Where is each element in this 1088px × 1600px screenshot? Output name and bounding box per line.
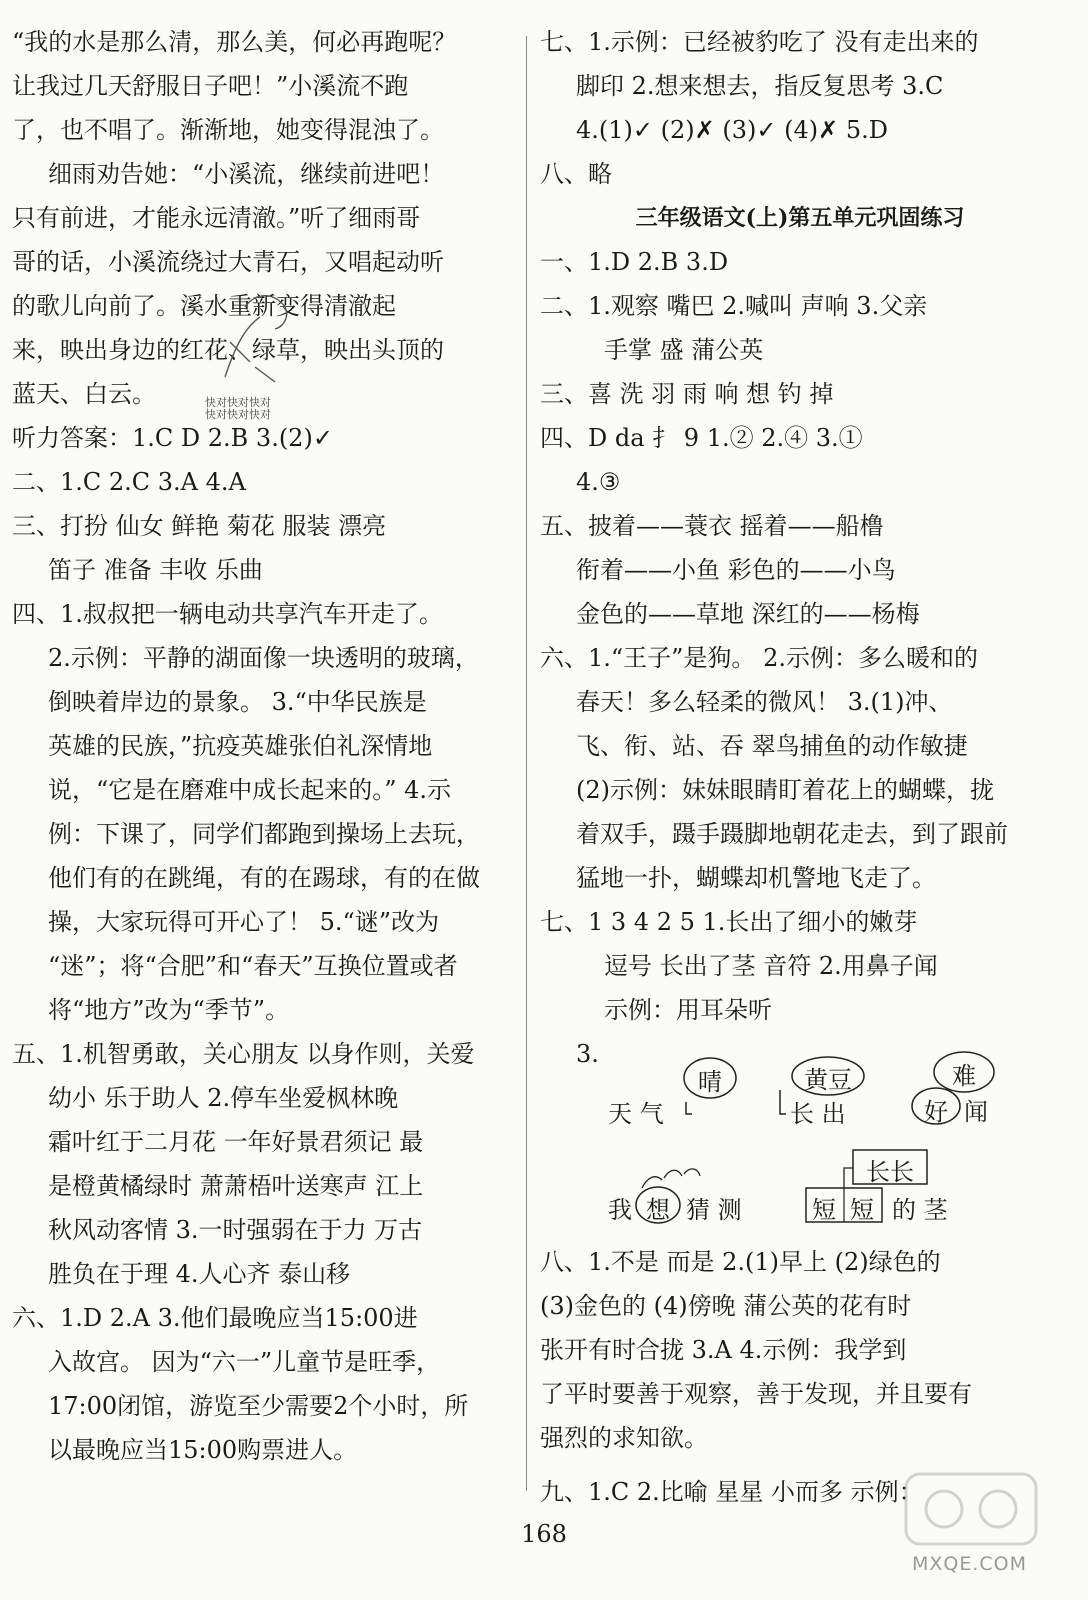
text-line: 他们有的在跳绳，有的在踢球，有的在做 <box>48 864 480 892</box>
text-line: 是橙黄橘绿时 萧萧梧叶送寒声 江上 <box>48 1172 424 1200</box>
text-line: 张开有时合拢 3.A 4.示例：我学到 <box>540 1336 907 1364</box>
answer-section-7b: 七、1 3 4 2 5 1.长出了细小的嫩芽 <box>540 908 918 936</box>
diagram-word: 难 <box>952 1062 976 1090</box>
diagram-word: 晴 <box>698 1068 722 1096</box>
text-line: 倒映着岸边的景象。 3.“中华民族是 <box>48 688 427 716</box>
text-line: 逗号 长出了茎 音符 2.用鼻子闻 <box>604 952 938 980</box>
text-line: 脚印 2.想来想去，指反复思考 3.C <box>576 72 944 100</box>
text-line: 例：下课了，同学们都跑到操场上去玩， <box>48 820 480 848</box>
answer-section-2: 二、1.C 2.C 3.A 4.A <box>12 468 246 496</box>
text-line: “迷”；将“合肥”和“春天”互换位置或者 <box>48 952 458 980</box>
answer-section-6: 六、1.D 2.A 3.他们最晚应当15:00进 <box>12 1304 418 1332</box>
text-line: (3)金色的 (4)傍晚 蒲公英的花有时 <box>540 1292 912 1320</box>
text-line: 操，大家玩得可开心了！ 5.“谜”改为 <box>48 908 440 936</box>
diagram-word: 我 <box>608 1196 632 1224</box>
text-line: 衔着——小鱼 彩色的——小鸟 <box>576 556 896 584</box>
text-line: 秋风动客情 3.一时强弱在于力 万古 <box>48 1216 423 1244</box>
text-line: 的歌儿向前了。溪水重新变得清澈起 <box>12 292 396 320</box>
text-line: (2)示例：妹妹眼睛盯着花上的蝴蝶，拢 <box>576 776 994 804</box>
text-line: 只有前进，才能永远清澈。”听了细雨哥 <box>12 204 421 232</box>
watermark-text: MXQE.COM <box>912 1553 1028 1575</box>
text-line: 4.③ <box>576 468 621 496</box>
text-line: 以最晚应当15:00购票进人。 <box>48 1436 358 1464</box>
column-divider <box>526 36 527 1491</box>
text-line: 2.示例：平静的湖面像一块透明的玻璃， <box>48 644 479 672</box>
text-line: 春天！多么轻柔的微风！ 3.(1)冲、 <box>576 688 953 716</box>
diagram-word: 长 出 <box>790 1100 846 1128</box>
diagram-word: 闻 <box>964 1098 988 1126</box>
answer-section-3: 三、打扮 仙女 鲜艳 菊花 服装 漂亮 <box>12 512 387 540</box>
text-line: 蓝天、白云。 <box>12 380 156 408</box>
text-line: “我的水是那么清，那么美，何必再跑呢？ <box>12 28 457 56</box>
text-line: 细雨劝告她：“小溪流，继续前进吧！ <box>48 160 445 188</box>
right-column <box>540 20 1060 1076</box>
left-column <box>12 20 517 1472</box>
section-title: 三年级语文(上)第五单元巩固练习 <box>635 205 965 231</box>
word-diagram <box>598 1050 1018 1230</box>
text-line: 飞、衔、站、吞 翠鸟捕鱼的动作敏捷 <box>576 732 968 760</box>
text-line: 示例：用耳朵听 <box>604 996 772 1024</box>
answer-section-7: 七、1.示例：已经被豹吃了 没有走出来的 <box>540 28 979 56</box>
diagram-word: 天 气 <box>608 1100 664 1128</box>
answer-section-9: 九、1.C 2.比喻 星星 小而多 示例： <box>540 1478 923 1506</box>
diagram-word: 的 茎 <box>892 1196 948 1224</box>
diagram-word: 想 <box>646 1196 670 1224</box>
answer-section-3: 三、喜 洗 羽 雨 响 想 钓 掉 <box>540 380 834 408</box>
text-line: 强烈的求知欲。 <box>540 1424 708 1452</box>
answer-section-5: 五、1.机智勇敢，关心朋友 以身作则，关爱 <box>12 1040 475 1068</box>
answer-section-8b: 八、1.不是 而是 2.(1)早上 (2)绿色的 <box>540 1248 941 1276</box>
diagram-word: 黄豆 <box>804 1066 852 1094</box>
answer-section-5: 五、披着——蓑衣 摇着——船橹 <box>540 512 884 540</box>
text-line: 让我过几天舒服日子吧！”小溪流不跑 <box>12 72 409 100</box>
text-line: 英雄的民族，”抗疫英雄张伯礼深情地 <box>48 732 433 760</box>
watermark-small-text <box>205 397 271 421</box>
text-line: 手掌 盛 蒲公英 <box>604 336 764 364</box>
listening-answers: 听力答案：1.C D 2.B 3.(2)✓ <box>12 424 333 452</box>
text-line: 入故宫。 因为“六一”儿童节是旺季， <box>48 1348 441 1376</box>
text-line: 17:00闭馆，游览至少需要2个小时，所 <box>48 1392 469 1420</box>
answer-section-4: 四、1.叔叔把一辆电动共享汽车开走了。 <box>12 600 443 628</box>
text-line: 幼小 乐于助人 2.停车坐爱枫林晚 <box>48 1084 399 1112</box>
diagram-word: 长长 <box>866 1158 914 1186</box>
tiny-line: 快对快对快对 <box>205 396 271 409</box>
diagram-word: 短 <box>812 1196 836 1224</box>
text-line: 哥的话，小溪流绕过大青石，又唱起动听 <box>12 248 444 276</box>
text-line: 着双手，蹑手蹑脚地朝花走去，到了跟前 <box>576 820 1008 848</box>
text-line: 3. <box>576 1040 599 1068</box>
answer-section-4: 四、D da 扌 9 1.② 2.④ 3.① <box>540 424 863 452</box>
text-line: 胜负在于理 4.人心齐 泰山移 <box>48 1260 351 1288</box>
diagram-word: 短 <box>850 1196 874 1224</box>
handwriting-scribble <box>215 287 305 387</box>
text-line: 猛地一扑，蝴蝶却机警地飞走了。 <box>576 864 936 892</box>
text-line: 了平时要善于观察，善于发现，并且要有 <box>540 1380 972 1408</box>
answer-section-1: 一、1.D 2.B 3.D <box>540 248 729 276</box>
text-line: 笛子 准备 丰收 乐曲 <box>48 556 263 584</box>
tiny-line: 快对快对快对 <box>205 408 271 421</box>
page-number: 168 <box>521 1520 567 1548</box>
text-line: 了，也不唱了。渐渐地，她变得混浊了。 <box>12 116 444 144</box>
text-line: 金色的——草地 深红的——杨梅 <box>576 600 920 628</box>
text-line: 将“地方”改为“季节”。 <box>48 996 290 1024</box>
diagram-word: 好 <box>924 1098 948 1126</box>
text-line: 4.(1)✓ (2)✗ (3)✓ (4)✗ 5.D <box>576 116 888 144</box>
answer-section-2: 二、1.观察 嘴巴 2.喊叫 声响 3.父亲 <box>540 292 928 320</box>
text-line: 霜叶红于二月花 一年好景君须记 最 <box>48 1128 424 1156</box>
text-line: 来，映出身边的红花、绿草，映出头顶的 <box>12 336 444 364</box>
answer-section-6: 六、1.“王子”是狗。 2.示例：多么暖和的 <box>540 644 978 672</box>
text-line: 说，“它是在磨难中成长起来的。” 4.示 <box>48 776 452 804</box>
diagram-word: 猜 测 <box>686 1196 742 1224</box>
answer-section-8: 八、略 <box>540 160 612 188</box>
